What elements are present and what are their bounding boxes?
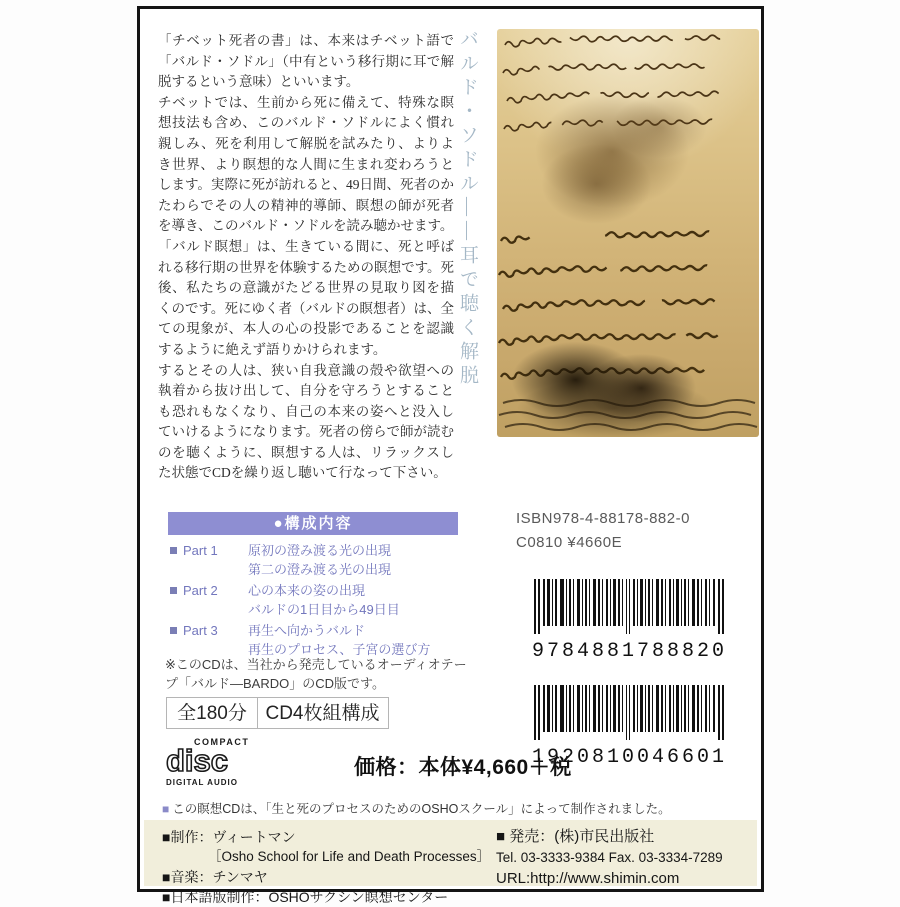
manuscript-smudge-overlay	[497, 29, 759, 437]
credit-japanese-edition: ■日本語版制作：OSHOサクシン瞑想センター	[162, 889, 449, 905]
part-line: 再生へ向かうバルド	[248, 623, 366, 638]
part-bullet-icon	[170, 587, 177, 594]
credit-music: ■音楽：チンマヤ	[162, 869, 268, 885]
spec-boxes	[166, 697, 389, 729]
part-label-text: Part 2	[183, 583, 218, 598]
barcode-number: 9784881788820	[532, 640, 728, 663]
compact-disc-logo-icon	[164, 735, 264, 789]
part-line: 再生のプロセス、子宮の選び方	[248, 641, 431, 657]
part-line: 心の本来の姿の出現	[248, 583, 366, 598]
cd-logo-top-text: COMPACT	[194, 737, 250, 747]
part-bullet-icon	[170, 547, 177, 554]
part-row	[170, 622, 470, 659]
square-bullet-icon: ■	[162, 802, 170, 816]
publisher-name: ■ 発売：(株)市民出版社	[496, 828, 655, 845]
part-description	[248, 582, 400, 619]
cd-back-cover-card	[137, 6, 764, 905]
part-label	[170, 582, 248, 619]
publisher-block	[496, 826, 723, 889]
barcode-bars-icon	[534, 579, 724, 634]
publisher-url: URL:http://www.shimin.com	[496, 870, 680, 887]
description-paragraph: チベットでは、生前から死に備えて、特殊な瞑想技法も含め、このバルド・ソドルによく慣れ親しみ、死を利用して解脱を試みたり、よりよき世界、より瞑想的な人間に生まれ変わろうとします。実際に死が訪れると、49日間、死者のかたわらでその人の精神的導師、瞑想の師が死者を導き、このバルド・ソドルを読み聴かせます。	[158, 94, 454, 234]
description-text-block	[158, 31, 454, 484]
part-line: 第二の澄み渡る光の出現	[248, 561, 392, 577]
part-description	[248, 542, 391, 579]
part-row	[170, 582, 470, 619]
part-label	[170, 622, 248, 659]
contents-header-bar: ●構成内容	[168, 512, 458, 535]
part-label-text: Part 3	[183, 623, 218, 638]
credits-panel	[144, 820, 757, 905]
description-paragraph: するとその人は、狭い自我意識の殻や欲望への執着から抜け出して、自分を守ろうとすることも恐れもなくなり、自己の本来の姿へと没入していけるようになります。死者の傍らで師が読むのを聴くように、瞑想する人は、リラックスした状態でCDを繰り返し聴いて行なって下さい。	[158, 362, 454, 481]
barcode-isbn	[532, 579, 726, 663]
isbn-number: ISBN978-4-88178-882-0	[516, 510, 690, 527]
cd-logo-bottom-text: DIGITAL AUDIO	[166, 778, 238, 787]
isbn-block	[516, 507, 690, 555]
credit-production-sub: ［Osho School for Life and Death Processes］	[208, 849, 491, 864]
part-label-text: Part 1	[183, 543, 218, 558]
cd-edition-note: ※このCDは、当社から発売しているオーディオテープ「バルド―BARDO」のCD版です。	[165, 657, 467, 691]
contents-parts-list	[170, 542, 470, 662]
barcode-number: 1920810046601	[532, 746, 728, 769]
part-line: バルドの1日目から49日目	[248, 601, 400, 617]
disc-count-box: CD4枚組構成	[257, 697, 389, 729]
part-label	[170, 542, 248, 579]
part-row	[170, 542, 470, 579]
description-paragraph: 「チベット死者の書」は、本来はチベット語で「バルド・ソドル」（中有という移行期に耳で解脱するという意味）といいます。	[158, 33, 454, 90]
production-note	[162, 799, 752, 817]
cd-logo-main-text: disc	[166, 743, 229, 778]
production-note-text: この瞑想CDは、「生と死のプロセスのためのOSHOスクール」によって制作されました。	[172, 802, 671, 816]
tibetan-manuscript-image	[497, 29, 759, 437]
credits-block	[162, 827, 490, 907]
part-bullet-icon	[170, 627, 177, 634]
description-paragraph: 「バルド瞑想」は、生きている間に、死と呼ばれる移行期の世界を体験するための瞑想です。死後、私たちの意識がたどる世界の見取り図を描くのです。死にゆく者（バルドの瞑想者）は、全ての現象が、本人の心の投影であることを認識するように絶えず語りかけられます。	[158, 238, 454, 357]
vertical-album-title: バルド・ソドル――耳で聴く解脱	[457, 29, 478, 389]
part-line: 原初の澄み渡る光の出現	[248, 543, 392, 558]
publisher-tel-fax: Tel. 03-3333-9384 Fax. 03-3334-7289	[496, 850, 723, 865]
barcode-bars-icon	[534, 685, 724, 740]
price-code: C0810 ¥4660E	[516, 534, 623, 551]
duration-box: 全180分	[166, 697, 258, 729]
part-description	[248, 622, 430, 659]
price-text: 価格：本体¥4,660＋税	[354, 756, 572, 779]
credit-production: ■制作：ヴィートマン	[162, 829, 296, 845]
